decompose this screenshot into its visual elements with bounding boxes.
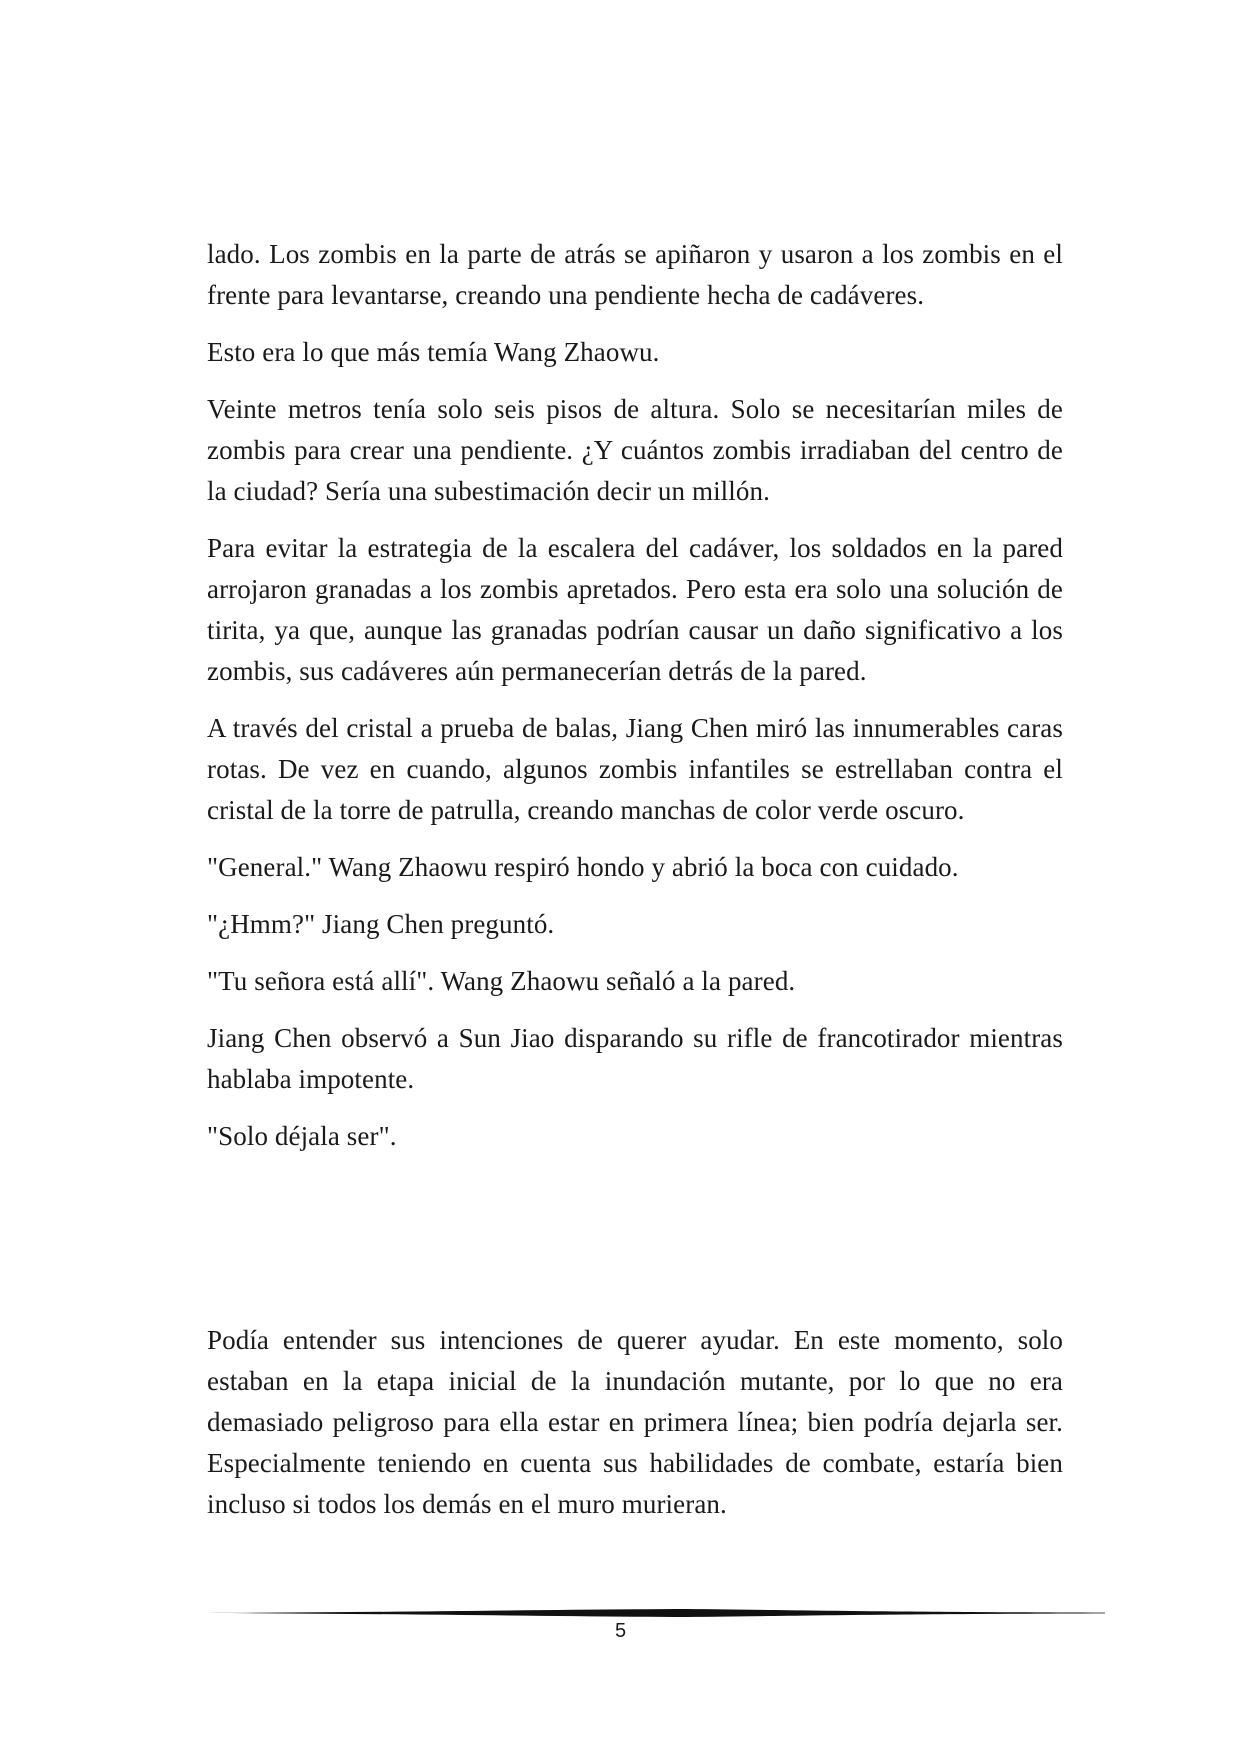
paragraph: Para evitar la estrategia de la escalera del cadáver, los soldados en la pared arrojaron granadas a los zombis apretados. Pero esta era solo una solución de tirita, ya que, aunque las granadas podrían causar un daño significativo a los zombis, sus cadáveres aún permanecerían detrás de la pared. <box>207 533 1063 686</box>
paragraph: A través del cristal a prueba de balas, Jiang Chen miró las innumerables caras rotas. De vez en cuando, algunos zombis infantiles se estrellaban contra el cristal de la torre de patrulla, creando manchas de color verde oscuro. <box>207 713 1063 825</box>
closing-text <box>207 1320 1063 1541</box>
footer-divider <box>207 1608 1105 1618</box>
paragraph: Jiang Chen observó a Sun Jiao disparando su rifle de francotirador mientras hablaba impotente. <box>207 1023 1063 1094</box>
closing-paragraph: Podía entender sus intenciones de querer ayudar. En este momento, solo estaban en la etapa inicial de la inundación mutante, por lo que no era demasiado peligroso para ella estar en primera línea; bien podría dejarla ser. Especialmente teniendo en cuenta sus habilidades de combate, estaría bien incluso si todos los demás en el muro murieran. <box>207 1325 1063 1519</box>
paragraph: "¿Hmm?" Jiang Chen preguntó. <box>207 909 555 939</box>
paragraph: "Solo déjala ser". <box>207 1121 397 1151</box>
paragraph: Esto era lo que más temía Wang Zhaowu. <box>207 337 660 367</box>
main-text <box>207 234 1063 1173</box>
paragraph: "Tu señora está allí". Wang Zhaowu señaló a la pared. <box>207 966 796 996</box>
paragraph: Veinte metros tenía solo seis pisos de altura. Solo se necesitarían miles de zombis para crear una pendiente. ¿Y cuántos zombis irradiaban del centro de la ciudad? Sería una subestimación decir un millón. <box>207 394 1063 506</box>
paragraph: "General." Wang Zhaowu respiró hondo y abrió la boca con cuidado. <box>207 852 959 882</box>
page-number: 5 <box>614 1620 627 1642</box>
paragraph: lado. Los zombis en la parte de atrás se apiñaron y usaron a los zombis en el frente para levantarse, creando una pendiente hecha de cadáveres. <box>207 239 1063 310</box>
